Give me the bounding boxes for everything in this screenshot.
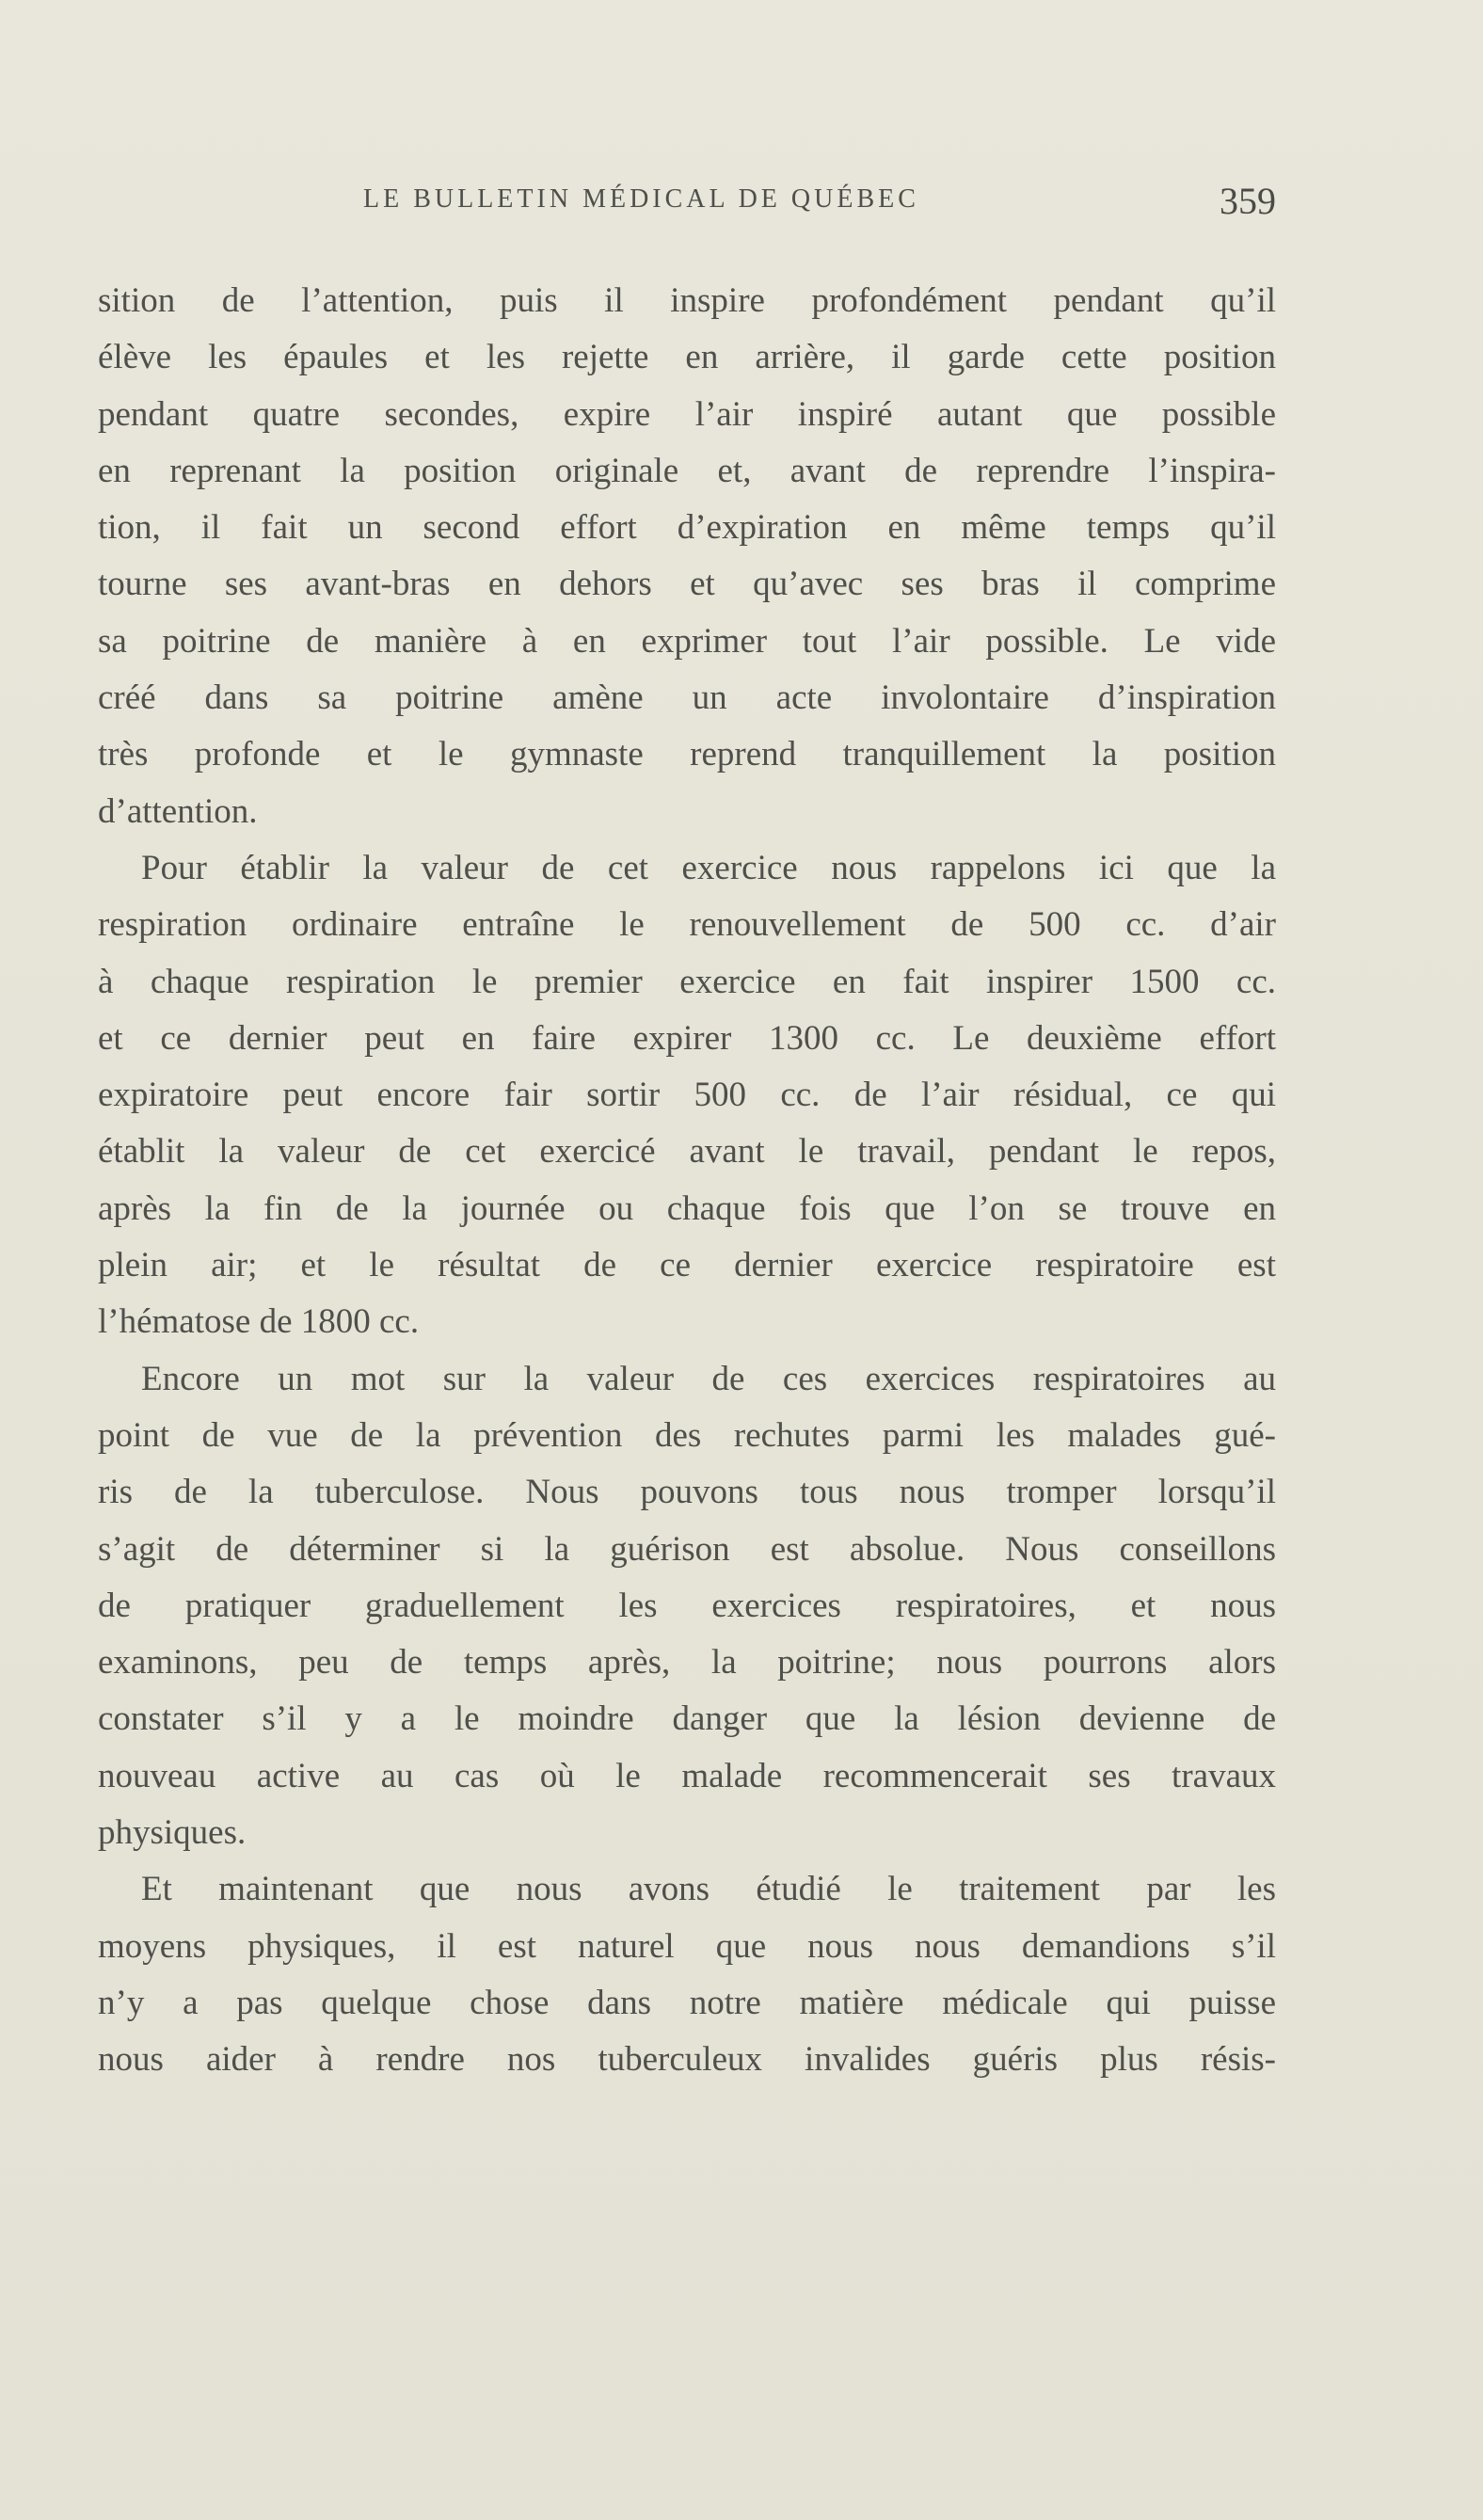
text-line: après la fin de la journée ou chaque fois que l’on se trouve en [98, 1188, 1276, 1228]
text-line: s’agit de déterminer si la guérison est absolue. Nous conseillons [98, 1529, 1276, 1569]
text-line: moyens physiques, il est naturel que nous nous demandions s’il [98, 1926, 1276, 1966]
text-line: respiration ordinaire entraîne le renouvellement de 500 cc. d’air [98, 905, 1276, 945]
text-line: physiques. [98, 1813, 247, 1853]
running-title: LE BULLETIN MÉDICAL DE QUÉBEC [363, 184, 919, 214]
paragraph [98, 840, 1276, 1351]
text-line: Pour établir la valeur de cet exercice nous rappelons ici que la [141, 848, 1276, 887]
text-line: plein air; et le résultat de ce dernier exercice respiratoire est [98, 1246, 1276, 1285]
page-number: 359 [1220, 180, 1276, 222]
text-line: constater s’il y a le moindre danger que la lésion devienne de [98, 1699, 1276, 1739]
text-line: Encore un mot sur la valeur de ces exercices respiratoires au [141, 1359, 1276, 1398]
text-line: très profonde et le gymnaste reprend tranquillement la position [98, 735, 1276, 774]
paragraph [98, 1351, 1276, 1862]
text-line: élève les épaules et les rejette en arrière, il garde cette position [98, 338, 1276, 377]
text-line: sa poitrine de manière à en exprimer tout l’air possible. Le vide [98, 621, 1276, 661]
text-line: sition de l’attention, puis il inspire profondément pendant qu’il [98, 281, 1276, 320]
text-line: d’attention. [98, 791, 258, 831]
paragraph [98, 1861, 1276, 2088]
text-line: l’hématose de 1800 cc. [98, 1302, 420, 1342]
text-line: de pratiquer graduellement les exercices respiratoires, et nous [98, 1586, 1276, 1625]
text-line: examinons, peu de temps après, la poitrine; nous pourrons alors [98, 1643, 1276, 1683]
text-line: expiratoire peut encore fair sortir 500 cc. de l’air résidual, ce qui [98, 1076, 1276, 1115]
text-line: nouveau active au cas où le malade recommencerait ses travaux [98, 1756, 1276, 1795]
text-line: à chaque respiration le premier exercice en fait inspirer 1500 cc. [98, 962, 1276, 1001]
text-line: établit la valeur de cet exercicé avant le travail, pendant le repos, [98, 1132, 1276, 1172]
text-line: tion, il fait un second effort d’expiration en même temps qu’il [98, 508, 1276, 548]
running-head [98, 180, 1276, 222]
text-line: ris de la tuberculose. Nous pouvons tous nous tromper lorsqu’il [98, 1473, 1276, 1512]
text-line: et ce dernier peut en faire expirer 1300 cc. Le deuxième effort [98, 1018, 1276, 1058]
body-text [98, 273, 1276, 2089]
text-line: n’y a pas quelque chose dans notre matière médicale qui puisse [98, 1983, 1276, 2022]
text-line: en reprenant la position originale et, avant de reprendre l’inspira- [98, 451, 1276, 490]
text-line: nous aider à rendre nos tuberculeux invalides guéris plus résis- [98, 2040, 1276, 2080]
text-line: Et maintenant que nous avons étudié le traitement par les [141, 1870, 1276, 1909]
text-line: créé dans sa poitrine amène un acte involontaire d’inspiration [98, 678, 1276, 718]
paragraph [98, 273, 1276, 840]
text-line: pendant quatre secondes, expire l’air inspiré autant que possible [98, 394, 1276, 434]
text-line: point de vue de la prévention des rechutes parmi les malades gué- [98, 1415, 1276, 1455]
text-line: tourne ses avant-bras en dehors et qu’avec ses bras il comprime [98, 565, 1276, 604]
